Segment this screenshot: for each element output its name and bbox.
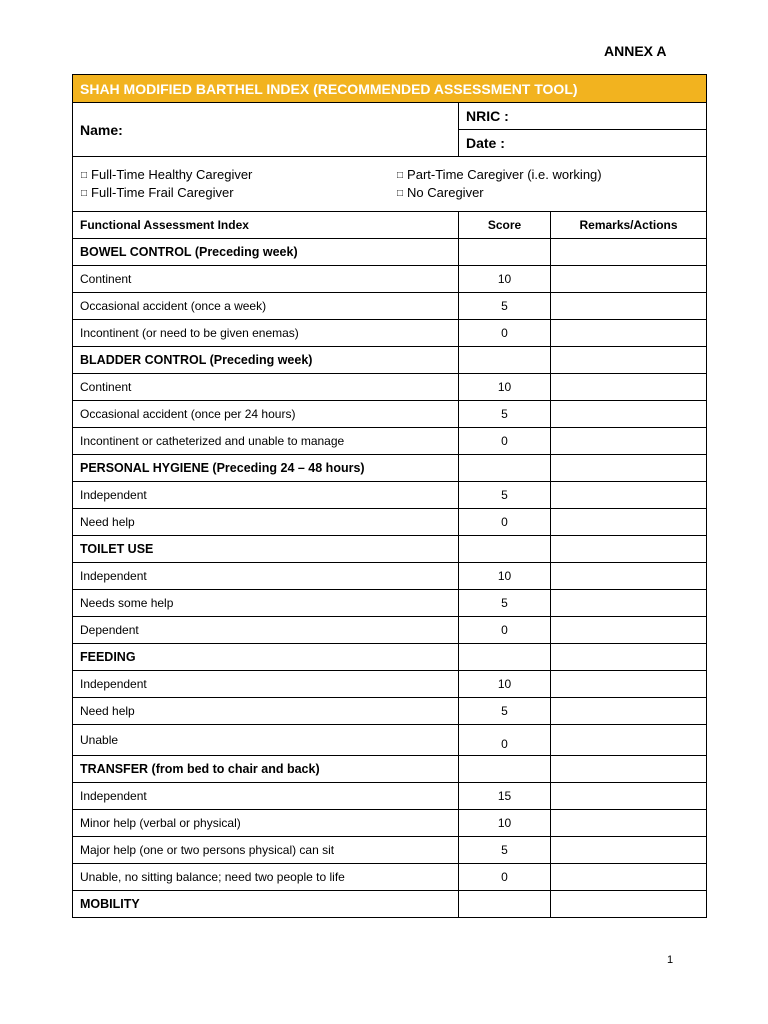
item-row <box>73 428 707 455</box>
item-score: 0 <box>459 509 551 536</box>
section-title: MOBILITY <box>73 891 459 918</box>
checkbox-icon[interactable]: □ <box>81 187 88 199</box>
item-row <box>73 563 707 590</box>
score-cell[interactable] <box>459 891 551 918</box>
item-label: Independent <box>73 563 459 590</box>
name-label[interactable]: Name: <box>73 103 459 157</box>
item-score: 5 <box>459 293 551 320</box>
date-label[interactable]: Date : <box>459 130 707 157</box>
header-score: Score <box>459 212 551 239</box>
caregiver-option-label: Full-Time Healthy Caregiver <box>91 166 253 182</box>
remarks-cell[interactable] <box>551 698 707 725</box>
caregiver-option-label: No Caregiver <box>407 184 484 200</box>
remarks-cell[interactable] <box>551 374 707 401</box>
section-title: BOWEL CONTROL (Preceding week) <box>73 239 459 266</box>
item-score: 5 <box>459 837 551 864</box>
checkbox-icon[interactable]: □ <box>397 187 404 199</box>
item-row <box>73 590 707 617</box>
score-cell[interactable] <box>459 536 551 563</box>
item-score: 10 <box>459 671 551 698</box>
checkbox-icon[interactable]: □ <box>397 169 404 181</box>
item-label: Occasional accident (once per 24 hours) <box>73 401 459 428</box>
item-row <box>73 482 707 509</box>
section-title: PERSONAL HYGIENE (Preceding 24 – 48 hours) <box>73 455 459 482</box>
item-label: Continent <box>73 266 459 293</box>
item-score: 10 <box>459 563 551 590</box>
remarks-cell[interactable] <box>551 725 707 756</box>
item-label: Minor help (verbal or physical) <box>73 810 459 837</box>
item-score: 10 <box>459 810 551 837</box>
caregiver-option-label: Part-Time Caregiver (i.e. working) <box>407 166 602 182</box>
barthel-index-form <box>72 74 707 918</box>
item-score: 5 <box>459 401 551 428</box>
section-title: BLADDER CONTROL (Preceding week) <box>73 347 459 374</box>
item-row <box>73 374 707 401</box>
remarks-cell[interactable] <box>551 671 707 698</box>
section-row <box>73 644 707 671</box>
form-body <box>73 75 707 918</box>
remarks-cell[interactable] <box>551 455 707 482</box>
section-title: TOILET USE <box>73 536 459 563</box>
item-row <box>73 266 707 293</box>
item-score: 0 <box>459 864 551 891</box>
item-score: 10 <box>459 266 551 293</box>
item-score: 0 <box>459 617 551 644</box>
item-score: 5 <box>459 590 551 617</box>
item-row <box>73 401 707 428</box>
item-row <box>73 509 707 536</box>
item-label: Independent <box>73 482 459 509</box>
remarks-cell[interactable] <box>551 482 707 509</box>
item-label: Unable, no sitting balance; need two people to life <box>73 864 459 891</box>
header-remarks: Remarks/Actions <box>551 212 707 239</box>
item-row <box>73 783 707 810</box>
item-label: Major help (one or two persons physical) can sit <box>73 837 459 864</box>
remarks-cell[interactable] <box>551 428 707 455</box>
item-score: 10 <box>459 374 551 401</box>
remarks-cell[interactable] <box>551 239 707 266</box>
item-label: Occasional accident (once a week) <box>73 293 459 320</box>
section-row <box>73 455 707 482</box>
remarks-cell[interactable] <box>551 783 707 810</box>
item-row <box>73 837 707 864</box>
item-score: 0 <box>459 428 551 455</box>
name-nric-row <box>73 103 707 130</box>
item-label: Incontinent or catheterized and unable to manage <box>73 428 459 455</box>
item-label: Independent <box>73 783 459 810</box>
item-label: Incontinent (or need to be given enemas) <box>73 320 459 347</box>
remarks-cell[interactable] <box>551 347 707 374</box>
item-row <box>73 698 707 725</box>
remarks-cell[interactable] <box>551 590 707 617</box>
remarks-cell[interactable] <box>551 536 707 563</box>
score-cell[interactable] <box>459 644 551 671</box>
score-cell[interactable] <box>459 455 551 482</box>
section-row <box>73 347 707 374</box>
form-title: SHAH MODIFIED BARTHEL INDEX (RECOMMENDED ASSESSMENT TOOL) <box>73 75 707 103</box>
caregiver-options <box>73 157 707 212</box>
section-row <box>73 756 707 783</box>
nric-label[interactable]: NRIC : <box>459 103 707 130</box>
header-index: Functional Assessment Index <box>73 212 459 239</box>
item-label: Dependent <box>73 617 459 644</box>
caregiver-option-label: Full-Time Frail Caregiver <box>91 184 234 200</box>
remarks-cell[interactable] <box>551 644 707 671</box>
remarks-cell[interactable] <box>551 563 707 590</box>
remarks-cell[interactable] <box>551 320 707 347</box>
remarks-cell[interactable] <box>551 810 707 837</box>
annex-label: ANNEX A <box>604 43 667 59</box>
score-cell[interactable] <box>459 756 551 783</box>
column-header-row <box>73 212 707 239</box>
remarks-cell[interactable] <box>551 891 707 918</box>
section-row <box>73 536 707 563</box>
item-row <box>73 293 707 320</box>
item-label: Unable <box>73 725 459 756</box>
score-cell[interactable] <box>459 239 551 266</box>
item-row <box>73 810 707 837</box>
item-row <box>73 671 707 698</box>
page-number: 1 <box>667 954 674 966</box>
caregiver-option[interactable] <box>81 167 397 184</box>
item-label: Need help <box>73 698 459 725</box>
section-row <box>73 239 707 266</box>
item-score: 5 <box>459 482 551 509</box>
item-score: 0 <box>459 320 551 347</box>
caregiver-option[interactable] <box>397 167 706 184</box>
item-label: Need help <box>73 509 459 536</box>
item-score: 15 <box>459 783 551 810</box>
remarks-cell[interactable] <box>551 756 707 783</box>
section-row <box>73 891 707 918</box>
item-label: Needs some help <box>73 590 459 617</box>
checkbox-icon[interactable]: □ <box>81 169 88 181</box>
caregiver-option[interactable] <box>397 185 706 202</box>
item-score: 5 <box>459 698 551 725</box>
item-row <box>73 320 707 347</box>
form-title-row <box>73 75 707 103</box>
item-label: Continent <box>73 374 459 401</box>
item-row <box>73 617 707 644</box>
item-row <box>73 864 707 891</box>
remarks-cell[interactable] <box>551 293 707 320</box>
remarks-cell[interactable] <box>551 837 707 864</box>
score-cell[interactable] <box>459 347 551 374</box>
section-title: FEEDING <box>73 644 459 671</box>
section-title: TRANSFER (from bed to chair and back) <box>73 756 459 783</box>
remarks-cell[interactable] <box>551 617 707 644</box>
item-score: 0 <box>459 725 551 756</box>
item-row <box>73 725 707 756</box>
caregiver-option[interactable] <box>81 185 397 202</box>
item-label: Independent <box>73 671 459 698</box>
remarks-cell[interactable] <box>551 266 707 293</box>
remarks-cell[interactable] <box>551 509 707 536</box>
remarks-cell[interactable] <box>551 864 707 891</box>
remarks-cell[interactable] <box>551 401 707 428</box>
caregiver-row <box>73 157 707 212</box>
